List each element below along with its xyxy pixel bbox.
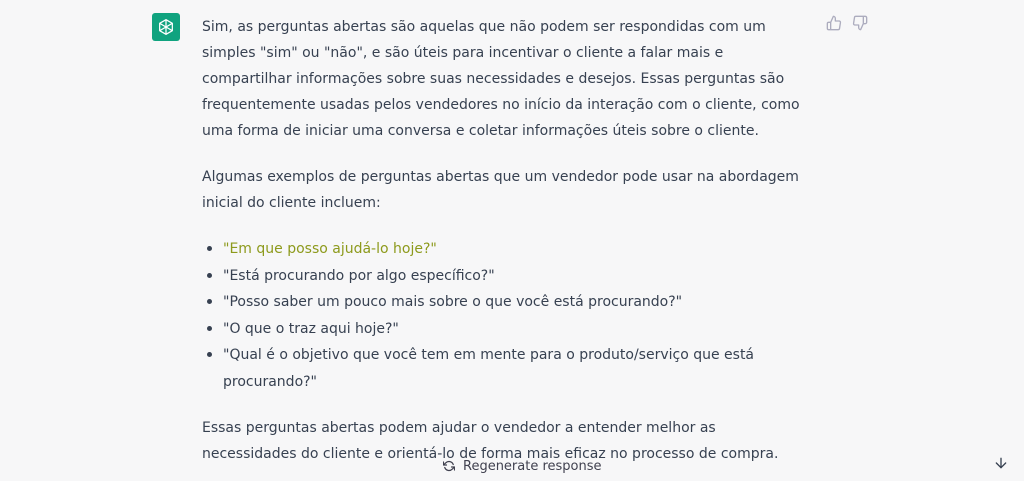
regenerate-response-button[interactable] bbox=[443, 456, 602, 476]
thumbs-down-icon[interactable] bbox=[852, 15, 868, 31]
list-item: "Qual é o objetivo que você tem em mente para o produto/serviço que está procurando?" bbox=[202, 342, 814, 395]
list-item: "Está procurando por algo específico?" bbox=[202, 263, 814, 290]
message-paragraph: Sim, as perguntas abertas são aquelas que não podem ser respondidas com um simples "sim" ou "não", e são úteis para incentivar o cliente a falar mais e compartilhar informações sobre suas necessidades e desejos. Essas perguntas são frequentemente usadas pelos vendedores no início da interação com o cliente, como uma forma de iniciar uma conversa e coletar informações úteis sobre o cliente. bbox=[202, 19, 800, 139]
list-item: "Posso saber um pouco mais sobre o que você está procurando?" bbox=[202, 289, 814, 316]
thumbs-up-icon[interactable] bbox=[826, 15, 842, 31]
refresh-icon bbox=[443, 460, 455, 472]
list-item: "O que o traz aqui hoje?" bbox=[202, 316, 814, 343]
message-paragraph: Algumas exemplos de perguntas abertas que um vendedor pode usar na abordagem inicial do cliente incluem: bbox=[202, 169, 799, 211]
assistant-avatar bbox=[152, 13, 180, 41]
feedback-buttons bbox=[826, 15, 868, 31]
list-item: "Em que posso ajudá-lo hoje?" bbox=[202, 236, 814, 263]
openai-logo-icon bbox=[156, 17, 176, 37]
assistant-message bbox=[202, 14, 814, 467]
arrow-down-icon[interactable] bbox=[993, 455, 1009, 471]
examples-list bbox=[202, 236, 814, 395]
message-paragraph: Essas perguntas abertas podem ajudar o vendedor a entender melhor as necessidades do cliente e orientá-lo de forma mais eficaz no processo de compra. bbox=[202, 420, 779, 462]
regenerate-label: Regenerate response bbox=[463, 458, 602, 474]
